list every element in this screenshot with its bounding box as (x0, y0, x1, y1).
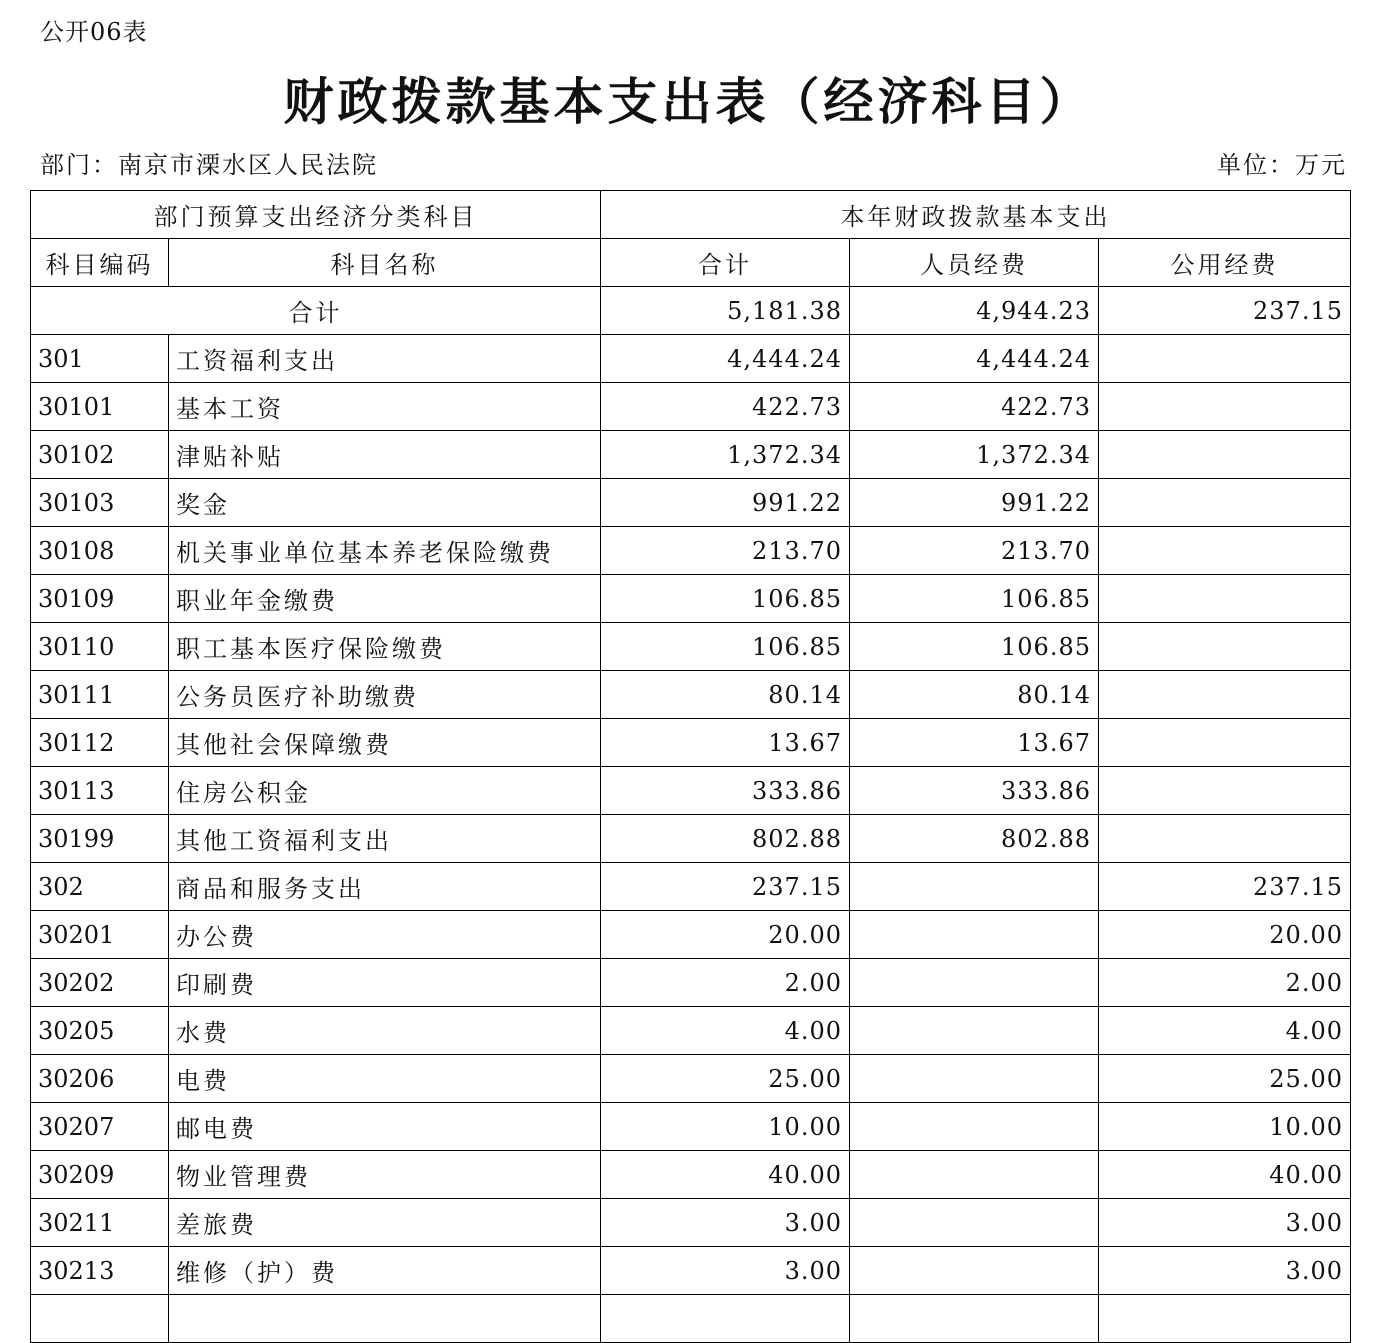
row-code: 30199 (31, 815, 169, 863)
row-personnel: 13.67 (850, 719, 1099, 767)
row-total: 20.00 (601, 911, 850, 959)
total-label: 合计 (31, 287, 601, 335)
row-code (31, 1295, 169, 1343)
table-row (31, 1199, 1351, 1247)
table-row (31, 1103, 1351, 1151)
row-total: 333.86 (601, 767, 850, 815)
row-total: 213.70 (601, 527, 850, 575)
row-public: 40.00 (1099, 1151, 1351, 1199)
row-name: 工资福利支出 (169, 335, 601, 383)
row-public: 10.00 (1099, 1103, 1351, 1151)
row-total: 25.00 (601, 1055, 850, 1103)
header-total: 合计 (601, 239, 850, 287)
row-public: 2.00 (1099, 959, 1351, 1007)
header-code: 科目编码 (31, 239, 169, 287)
row-personnel: 106.85 (850, 575, 1099, 623)
table-row (31, 527, 1351, 575)
row-public (1099, 719, 1351, 767)
row-public: 20.00 (1099, 911, 1351, 959)
page-title: 财政拨款基本支出表（经济科目） (283, 72, 1094, 131)
table-row (31, 911, 1351, 959)
row-personnel: 106.85 (850, 623, 1099, 671)
table-row (31, 431, 1351, 479)
row-code: 302 (31, 863, 169, 911)
row-name: 邮电费 (169, 1103, 601, 1151)
row-code: 30205 (31, 1007, 169, 1055)
row-name: 其他社会保障缴费 (169, 719, 601, 767)
row-total: 802.88 (601, 815, 850, 863)
row-personnel (850, 959, 1099, 1007)
row-personnel: 1,372.34 (850, 431, 1099, 479)
table-row (31, 671, 1351, 719)
row-public (1099, 431, 1351, 479)
row-total: 3.00 (601, 1247, 850, 1295)
total-personnel: 4,944.23 (850, 287, 1099, 335)
row-personnel: 802.88 (850, 815, 1099, 863)
row-public: 3.00 (1099, 1247, 1351, 1295)
row-public (1099, 815, 1351, 863)
row-personnel: 991.22 (850, 479, 1099, 527)
table-row (31, 1055, 1351, 1103)
row-public: 3.00 (1099, 1199, 1351, 1247)
row-personnel (850, 1295, 1099, 1343)
row-public (1099, 1295, 1351, 1343)
row-personnel: 4,444.24 (850, 335, 1099, 383)
form-number: 公开06表 (40, 18, 148, 46)
row-name: 职工基本医疗保险缴费 (169, 623, 601, 671)
row-total: 1,372.34 (601, 431, 850, 479)
table-row (31, 719, 1351, 767)
table-row (31, 623, 1351, 671)
row-public: 4.00 (1099, 1007, 1351, 1055)
table-row (31, 383, 1351, 431)
row-total: 106.85 (601, 623, 850, 671)
header-personnel: 人员经费 (850, 239, 1099, 287)
row-total: 4,444.24 (601, 335, 850, 383)
row-public (1099, 671, 1351, 719)
table-row (31, 1151, 1351, 1199)
table-row (31, 863, 1351, 911)
row-public (1099, 527, 1351, 575)
total-row (31, 287, 1351, 335)
row-name: 物业管理费 (169, 1151, 601, 1199)
row-code: 30206 (31, 1055, 169, 1103)
row-name: 住房公积金 (169, 767, 601, 815)
row-code: 30201 (31, 911, 169, 959)
row-code: 30113 (31, 767, 169, 815)
row-name: 机关事业单位基本养老保险缴费 (169, 527, 601, 575)
table-row (31, 1295, 1351, 1343)
row-personnel (850, 911, 1099, 959)
row-personnel (850, 863, 1099, 911)
row-total: 13.67 (601, 719, 850, 767)
row-total: 4.00 (601, 1007, 850, 1055)
row-public: 237.15 (1099, 863, 1351, 911)
row-name: 商品和服务支出 (169, 863, 601, 911)
row-code: 30102 (31, 431, 169, 479)
row-public (1099, 335, 1351, 383)
row-name: 津贴补贴 (169, 431, 601, 479)
row-personnel (850, 1151, 1099, 1199)
row-code: 30101 (31, 383, 169, 431)
row-public (1099, 383, 1351, 431)
row-public (1099, 479, 1351, 527)
row-name: 其他工资福利支出 (169, 815, 601, 863)
header-row-columns (31, 239, 1351, 287)
row-public (1099, 575, 1351, 623)
total-amount: 5,181.38 (601, 287, 850, 335)
header-public: 公用经费 (1099, 239, 1351, 287)
row-personnel (850, 1007, 1099, 1055)
table-row (31, 479, 1351, 527)
header-row-group (31, 191, 1351, 239)
row-name: 差旅费 (169, 1199, 601, 1247)
row-total: 237.15 (601, 863, 850, 911)
row-code: 30213 (31, 1247, 169, 1295)
row-total (601, 1295, 850, 1343)
total-public: 237.15 (1099, 287, 1351, 335)
row-personnel (850, 1199, 1099, 1247)
table-row (31, 815, 1351, 863)
row-code: 30109 (31, 575, 169, 623)
table-row (31, 335, 1351, 383)
row-total: 2.00 (601, 959, 850, 1007)
table-row (31, 575, 1351, 623)
row-code: 30112 (31, 719, 169, 767)
row-name (169, 1295, 601, 1343)
row-total: 40.00 (601, 1151, 850, 1199)
expenditure-table (30, 190, 1351, 1343)
row-personnel: 422.73 (850, 383, 1099, 431)
table-body (31, 191, 1351, 1343)
row-name: 职业年金缴费 (169, 575, 601, 623)
row-total: 10.00 (601, 1103, 850, 1151)
row-total: 80.14 (601, 671, 850, 719)
table-row (31, 959, 1351, 1007)
row-name: 公务员医疗补助缴费 (169, 671, 601, 719)
row-code: 30202 (31, 959, 169, 1007)
row-code: 30209 (31, 1151, 169, 1199)
row-personnel (850, 1103, 1099, 1151)
row-personnel (850, 1247, 1099, 1295)
unit-label: 单位：万元 (1217, 151, 1347, 179)
table-row (31, 767, 1351, 815)
row-total: 3.00 (601, 1199, 850, 1247)
table-row (31, 1007, 1351, 1055)
row-name: 基本工资 (169, 383, 601, 431)
row-code: 30108 (31, 527, 169, 575)
row-personnel: 333.86 (850, 767, 1099, 815)
row-public (1099, 767, 1351, 815)
department-label: 部门：南京市溧水区人民法院 (40, 151, 378, 179)
row-code: 30211 (31, 1199, 169, 1247)
row-personnel: 80.14 (850, 671, 1099, 719)
header-basic-expenditure: 本年财政拨款基本支出 (601, 191, 1351, 239)
row-public: 25.00 (1099, 1055, 1351, 1103)
row-personnel: 213.70 (850, 527, 1099, 575)
row-total: 991.22 (601, 479, 850, 527)
row-personnel (850, 1055, 1099, 1103)
row-code: 301 (31, 335, 169, 383)
table-row (31, 1247, 1351, 1295)
row-name: 水费 (169, 1007, 601, 1055)
row-name: 维修（护）费 (169, 1247, 601, 1295)
row-code: 30110 (31, 623, 169, 671)
row-code: 30103 (31, 479, 169, 527)
row-public (1099, 623, 1351, 671)
row-total: 106.85 (601, 575, 850, 623)
row-total: 422.73 (601, 383, 850, 431)
row-name: 办公费 (169, 911, 601, 959)
row-code: 30111 (31, 671, 169, 719)
header-economic-classification: 部门预算支出经济分类科目 (31, 191, 601, 239)
header-name: 科目名称 (169, 239, 601, 287)
row-name: 电费 (169, 1055, 601, 1103)
row-name: 印刷费 (169, 959, 601, 1007)
row-code: 30207 (31, 1103, 169, 1151)
row-name: 奖金 (169, 479, 601, 527)
